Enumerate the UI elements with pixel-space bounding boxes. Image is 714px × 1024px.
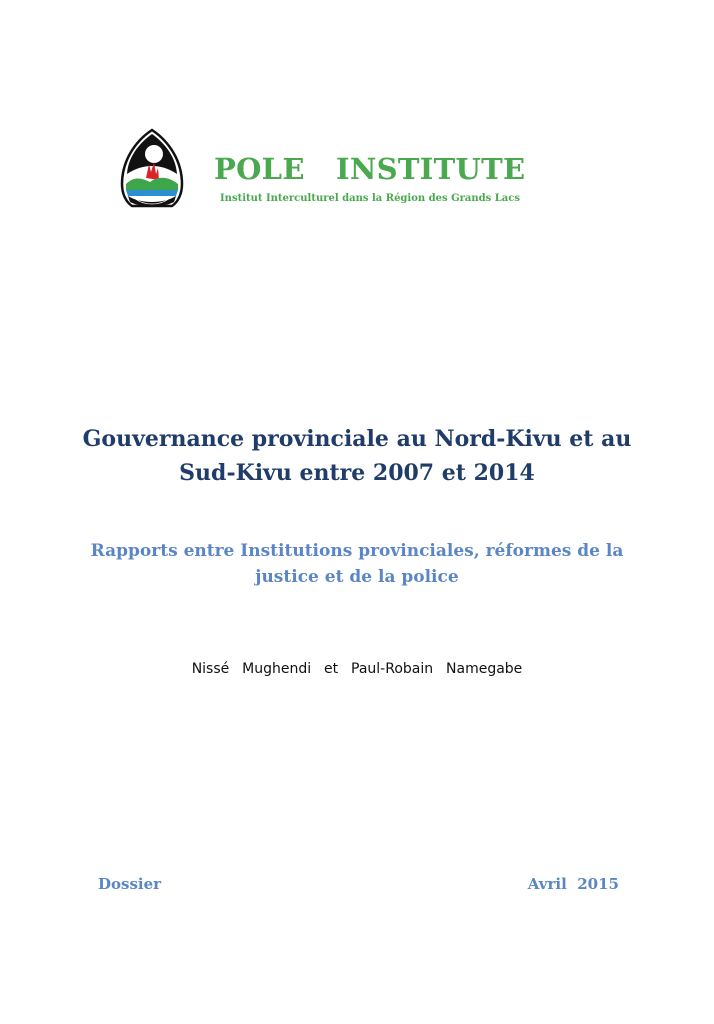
document-subtitle [40, 538, 674, 590]
organization-tagline: Institut Interculturel dans la Région des Grands Lacs [220, 193, 520, 204]
pole-institute-logo [116, 128, 188, 210]
authors: Nissé Mughendi et Paul-Robain Namegabe [191, 661, 523, 677]
publication-date: Avril 2015 [527, 875, 619, 893]
document-subtitle-line-2: justice et de la police [255, 567, 459, 587]
document-subtitle-line-1: Rapports entre Institutions provinciales, réformes de la [90, 541, 624, 561]
document-title-line-2: Sud-Kivu entre 2007 et 2014 [179, 460, 535, 486]
document-title [40, 422, 674, 490]
document-title-line-1: Gouvernance provinciale au Nord-Kivu et au [82, 426, 632, 452]
organization-name: POLE INSTITUTE [214, 152, 526, 186]
document-type: Dossier [98, 875, 162, 893]
